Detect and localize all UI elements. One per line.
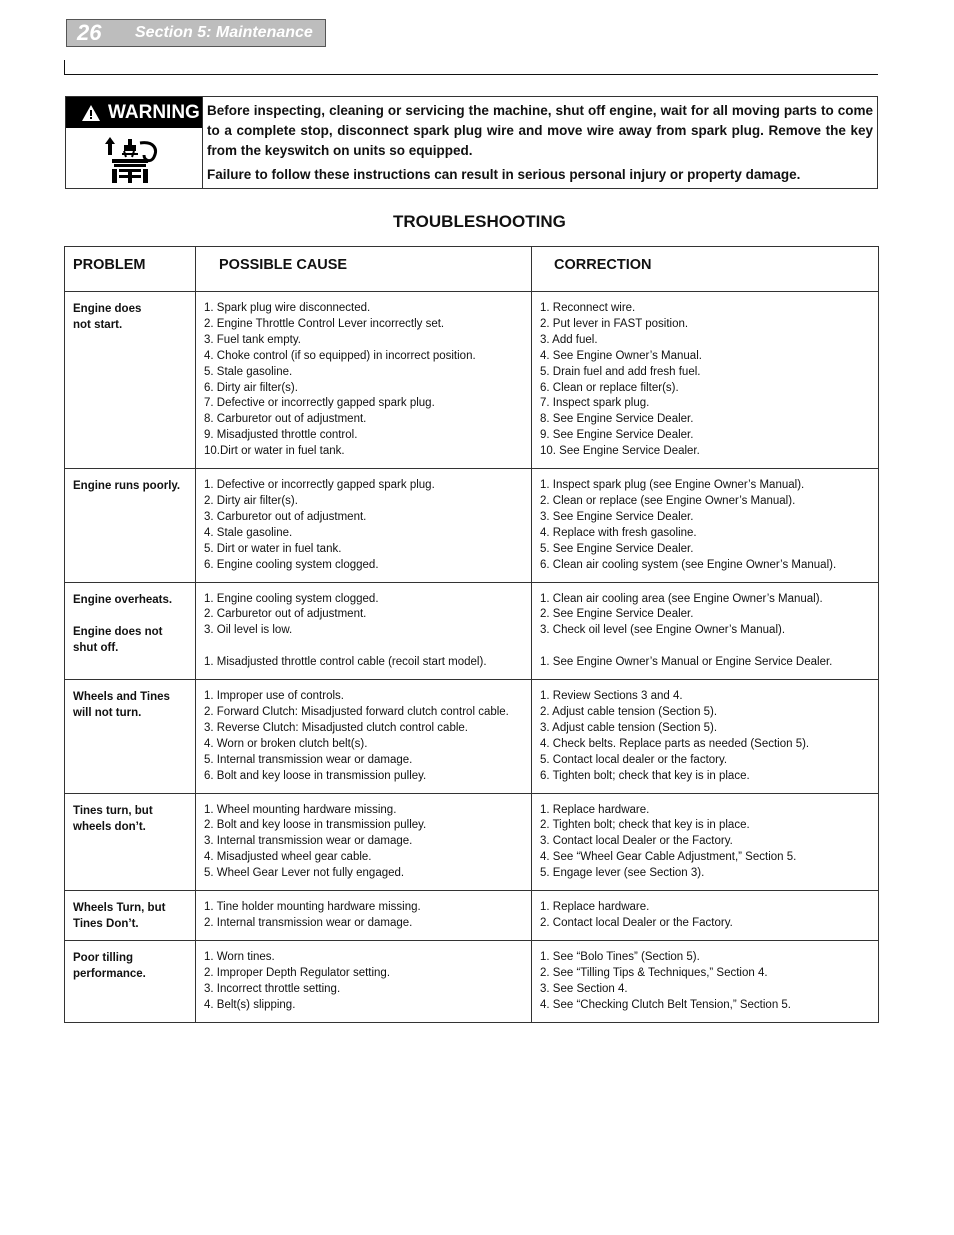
cause-list xyxy=(204,900,523,932)
cause-item: 4. Stale gasoline. xyxy=(204,526,293,539)
correction-cell xyxy=(532,292,879,469)
warning-panel xyxy=(66,97,203,188)
cause-item: 3. Internal transmission wear or damage. xyxy=(204,835,413,848)
section-header xyxy=(66,19,326,47)
correction-item: 5. Engage lever (see Section 3). xyxy=(540,867,705,880)
cause-item: 2. Forward Clutch: Misadjusted forward clutch control cable. xyxy=(204,706,509,719)
warning-label-text: WARNING xyxy=(108,101,200,123)
cause-item: 3. Carburetor out of adjustment. xyxy=(204,510,367,523)
cause-item: 5. Stale gasoline. xyxy=(204,365,293,378)
cause-item: 7. Defective or incorrectly gapped spark plug. xyxy=(204,397,435,410)
correction-list xyxy=(540,592,870,672)
cause-item: 6. Dirty air filter(s). xyxy=(204,381,298,394)
cause-item: 8. Carburetor out of adjustment. xyxy=(204,413,367,426)
correction-item: 1. Reconnect wire. xyxy=(540,302,636,314)
correction-item: 5. Contact local dealer or the factory. xyxy=(540,753,728,766)
correction-cell xyxy=(532,680,879,793)
header-correction: CORRECTION xyxy=(532,247,879,292)
table-row xyxy=(65,891,879,941)
cause-cell xyxy=(196,582,532,680)
warning-text xyxy=(207,101,873,185)
correction-list xyxy=(540,950,870,1014)
list-spacer xyxy=(204,639,523,655)
correction-cell xyxy=(532,793,879,891)
correction-item: 3. See Engine Service Dealer. xyxy=(540,510,694,523)
spark-plug-disconnect-icon xyxy=(104,135,162,185)
cause-cell xyxy=(196,891,532,941)
correction-item: 8. See Engine Service Dealer. xyxy=(540,413,694,426)
correction-list xyxy=(540,803,870,883)
correction-item: 4. See “Wheel Gear Cable Adjustment,” Section 5. xyxy=(540,851,797,864)
cause-item: 1. Worn tines. xyxy=(204,951,275,964)
header-problem: PROBLEM xyxy=(65,247,196,292)
header-rule xyxy=(64,74,878,75)
problem-text: Wheels and Tines will not turn. xyxy=(73,691,170,720)
cause-item: 1. Misadjusted throttle control cable (recoil start model). xyxy=(204,656,487,669)
correction-item: 3. Adjust cable tension (Section 5). xyxy=(540,721,718,734)
correction-item: 4. See Engine Owner’s Manual. xyxy=(540,349,702,362)
cause-item: 3. Reverse Clutch: Misadjusted clutch control cable. xyxy=(204,721,468,734)
cause-cell xyxy=(196,292,532,469)
warning-triangle-icon xyxy=(82,105,100,121)
problem-text: Wheels Turn, but Tines Don’t. xyxy=(73,902,166,931)
problem-text: Engine overheats. xyxy=(73,593,173,606)
correction-item: 2. Put lever in FAST position. xyxy=(540,317,689,330)
table-row xyxy=(65,292,879,469)
correction-item: 1. Clean air cooling area (see Engine Owner’s Manual). xyxy=(540,592,823,605)
cause-item: 3. Fuel tank empty. xyxy=(204,333,301,346)
correction-item: 2. See “Tilling Tips & Techniques,” Section 4. xyxy=(540,967,768,979)
problem-text: Engine runs poorly. xyxy=(73,480,181,493)
page-number: 26 xyxy=(77,20,102,45)
warning-paragraph-2: Failure to follow these instructions can result in serious personal injury or property damage. xyxy=(207,167,801,182)
correction-cell xyxy=(532,891,879,941)
warning-label xyxy=(66,97,202,128)
correction-item: 9. See Engine Service Dealer. xyxy=(540,429,694,442)
table-row xyxy=(65,941,879,1023)
cause-item: 6. Bolt and key loose in transmission pulley. xyxy=(204,769,427,782)
problem-cell xyxy=(65,292,196,469)
list-spacer xyxy=(540,639,870,655)
cause-cell xyxy=(196,680,532,793)
section-title: Section 5: Maintenance xyxy=(135,24,313,41)
cause-item: 9. Misadjusted throttle control. xyxy=(204,429,358,442)
cause-list xyxy=(204,950,523,1014)
correction-item: 6. Clean or replace filter(s). xyxy=(540,381,679,394)
cause-item: 2. Internal transmission wear or damage. xyxy=(204,917,413,929)
cause-item: 2. Carburetor out of adjustment. xyxy=(204,608,367,621)
cause-list xyxy=(204,689,523,784)
problem-cell xyxy=(65,941,196,1023)
correction-item: 3. See Section 4. xyxy=(540,982,628,995)
correction-item: 2. Contact local Dealer or the Factory. xyxy=(540,917,733,929)
cause-item: 6. Engine cooling system clogged. xyxy=(204,558,379,571)
correction-item: 6. Tighten bolt; check that key is in place. xyxy=(540,769,750,782)
cause-list xyxy=(204,478,523,573)
problem-text: Engine does not start. xyxy=(73,303,142,331)
cause-item: 10.Dirt or water in fuel tank. xyxy=(204,445,345,458)
cause-item: 3. Incorrect throttle setting. xyxy=(204,982,341,995)
problem-cell xyxy=(65,680,196,793)
cause-item: 1. Tine holder mounting hardware missing. xyxy=(204,901,421,914)
cause-item: 1. Wheel mounting hardware missing. xyxy=(204,803,397,816)
header-rule-vertical xyxy=(64,60,65,74)
problem-text: Engine does not shut off. xyxy=(73,625,163,654)
correction-list xyxy=(540,301,870,460)
cause-cell xyxy=(196,793,532,891)
warning-box xyxy=(65,96,878,189)
problem-cell xyxy=(65,469,196,582)
cause-item: 4. Worn or broken clutch belt(s). xyxy=(204,737,368,750)
correction-list xyxy=(540,478,870,573)
correction-item: 2. Adjust cable tension (Section 5). xyxy=(540,706,718,719)
correction-item: 3. Contact local Dealer or the Factory. xyxy=(540,835,733,848)
correction-item: 1. Inspect spark plug (see Engine Owner’s Manual). xyxy=(540,479,805,492)
troubleshooting-title: TROUBLESHOOTING xyxy=(393,212,566,231)
problem-cell xyxy=(65,582,196,680)
problem-cell xyxy=(65,891,196,941)
cause-item: 5. Internal transmission wear or damage. xyxy=(204,753,413,766)
correction-item: 4. See “Checking Clutch Belt Tension,” Section 5. xyxy=(540,998,792,1011)
correction-item: 2. Tighten bolt; check that key is in place. xyxy=(540,819,750,832)
correction-cell xyxy=(532,469,879,582)
cause-item: 4. Choke control (if so equipped) in incorrect position. xyxy=(204,349,476,362)
table-row xyxy=(65,469,879,582)
cause-item: 1. Improper use of controls. xyxy=(204,690,344,703)
cause-list xyxy=(204,592,523,672)
correction-item: 5. See Engine Service Dealer. xyxy=(540,542,694,555)
table-row xyxy=(65,582,879,680)
correction-item: 3. Check oil level (see Engine Owner’s Manual). xyxy=(540,624,786,637)
cause-item: 5. Dirt or water in fuel tank. xyxy=(204,542,342,555)
cause-item: 1. Spark plug wire disconnected. xyxy=(204,302,371,314)
correction-item: 1. See “Bolo Tines” (Section 5). xyxy=(540,951,700,964)
correction-item: 1. Review Sections 3 and 4. xyxy=(540,690,683,703)
correction-cell xyxy=(532,582,879,680)
cause-item: 5. Wheel Gear Lever not fully engaged. xyxy=(204,867,405,880)
cause-item: 1. Defective or incorrectly gapped spark plug. xyxy=(204,479,435,492)
cause-list xyxy=(204,301,523,460)
cause-item: 2. Engine Throttle Control Lever incorrectly set. xyxy=(204,317,445,330)
cause-item: 2. Dirty air filter(s). xyxy=(204,494,298,507)
cause-item: 2. Bolt and key loose in transmission pulley. xyxy=(204,819,427,832)
cause-cell xyxy=(196,469,532,582)
correction-list xyxy=(540,900,870,932)
problem-text: Poor tilling performance. xyxy=(73,952,146,981)
cause-item: 2. Improper Depth Regulator setting. xyxy=(204,967,391,979)
cause-item: 1. Engine cooling system clogged. xyxy=(204,592,379,605)
cause-item: 4. Misadjusted wheel gear cable. xyxy=(204,851,372,864)
correction-item: 4. Check belts. Replace parts as needed (Section 5). xyxy=(540,737,810,750)
troubleshooting-table xyxy=(64,246,879,1023)
correction-item: 1. Replace hardware. xyxy=(540,803,650,816)
cause-item: 4. Belt(s) slipping. xyxy=(204,998,296,1011)
table-header-row xyxy=(65,247,879,292)
correction-item: 1. Replace hardware. xyxy=(540,901,650,914)
correction-item: 6. Clean air cooling system (see Engine Owner’s Manual). xyxy=(540,558,837,571)
warning-paragraph-1: Before inspecting, cleaning or servicing the machine, shut off engine, wait for all moving parts to come to a complete stop, disconnect spark plug wire and move wire away from spark plug. Remove the key from the keyswitch on units so equipped. xyxy=(207,103,873,158)
correction-item: 3. Add fuel. xyxy=(540,333,598,346)
cause-cell xyxy=(196,941,532,1023)
header-possible-cause: POSSIBLE CAUSE xyxy=(196,247,532,292)
problem-cell xyxy=(65,793,196,891)
problem-text: Tines turn, but wheels don’t. xyxy=(73,804,153,833)
correction-item: 5. Drain fuel and add fresh fuel. xyxy=(540,365,701,378)
correction-list xyxy=(540,689,870,784)
correction-cell xyxy=(532,941,879,1023)
correction-item: 7. Inspect spark plug. xyxy=(540,397,650,410)
table-row xyxy=(65,680,879,793)
correction-item: 1. See Engine Owner’s Manual or Engine Service Dealer. xyxy=(540,656,833,669)
table-row xyxy=(65,793,879,891)
cause-list xyxy=(204,803,523,883)
cause-item: 3. Oil level is low. xyxy=(204,624,293,637)
correction-item: 2. See Engine Service Dealer. xyxy=(540,608,694,621)
correction-item: 2. Clean or replace (see Engine Owner’s Manual). xyxy=(540,494,796,507)
correction-item: 10. See Engine Service Dealer. xyxy=(540,445,700,458)
table-body xyxy=(65,292,879,1023)
correction-item: 4. Replace with fresh gasoline. xyxy=(540,526,697,539)
